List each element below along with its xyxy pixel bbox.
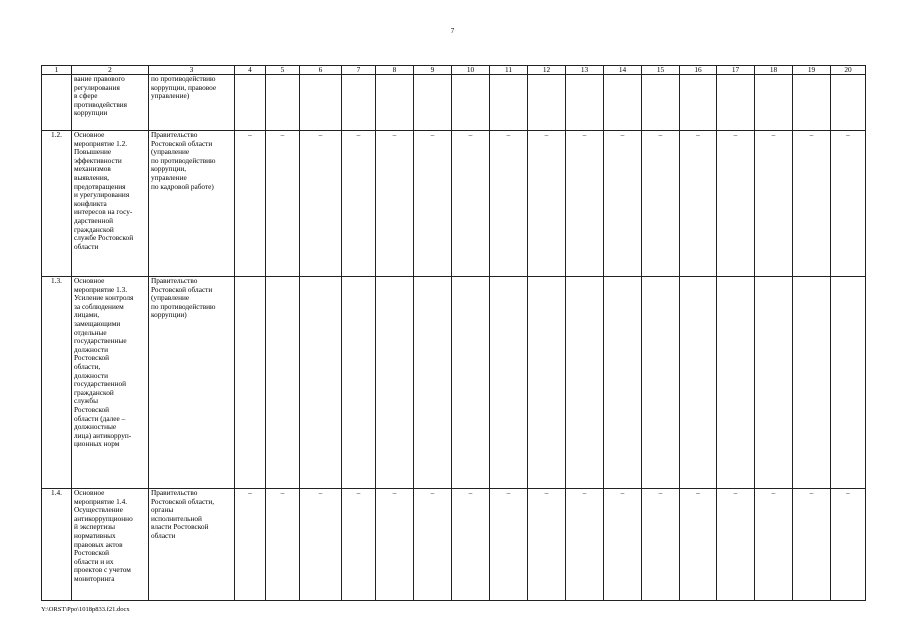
value-cell: – <box>490 131 528 277</box>
value-cell <box>680 277 717 489</box>
value-cell: – <box>528 131 566 277</box>
file-path-footer: Y:\ORST\Ppo\1018p833.f21.docx <box>41 606 130 613</box>
item-number-cell: 1.2. <box>42 131 72 277</box>
page-number: 7 <box>450 27 455 35</box>
value-cell: – <box>452 489 490 601</box>
value-cell: – <box>680 131 717 277</box>
value-cell: – <box>342 131 376 277</box>
value-cell: – <box>642 131 680 277</box>
value-cell <box>604 75 642 131</box>
column-number-cell: 15 <box>642 66 680 75</box>
value-cell <box>414 277 452 489</box>
column-number-cell: 16 <box>680 66 717 75</box>
measure-name-cell: Основное мероприятие 1.3. Усиление контроля за соблюдением лицами, замещающими отдельные государственные должности Ростовской области, должности государственной гражданской службы Ростовской области (далее – должностные лица) антикорруп- ционных норм <box>72 277 149 489</box>
value-cell: – <box>831 131 866 277</box>
value-cell: – <box>680 489 717 601</box>
executor-cell: Правительство Ростовской области (управление по противодействию коррупции, управление по кадровой работе) <box>149 131 235 277</box>
table-row <box>42 277 866 489</box>
value-cell: – <box>452 131 490 277</box>
executor-cell: Правительство Ростовской области (управление по противодействию коррупции) <box>149 277 235 489</box>
table-row <box>42 489 866 601</box>
value-cell <box>566 277 604 489</box>
column-number-cell: 13 <box>566 66 604 75</box>
value-cell: – <box>235 131 266 277</box>
column-number-cell: 10 <box>452 66 490 75</box>
value-cell <box>490 277 528 489</box>
value-cell <box>831 277 866 489</box>
executor-cell: по противодействию коррупции, правовое управление) <box>149 75 235 131</box>
value-cell: – <box>717 489 755 601</box>
value-cell: – <box>604 489 642 601</box>
item-number-cell <box>42 75 72 131</box>
measure-name-cell: Основное мероприятие 1.2. Повышение эффективности механизмов выявления, предотвращения и урегулирования конфликта интересов на госу- дарственной гражданской службе Ростовской области <box>72 131 149 277</box>
value-cell <box>717 277 755 489</box>
column-number-cell: 8 <box>376 66 414 75</box>
value-cell: – <box>266 131 300 277</box>
value-cell: – <box>604 131 642 277</box>
column-number-cell: 17 <box>717 66 755 75</box>
table-row <box>42 131 866 277</box>
value-cell <box>452 75 490 131</box>
table-row <box>42 75 866 131</box>
value-cell <box>680 75 717 131</box>
column-number-cell: 4 <box>235 66 266 75</box>
value-cell: – <box>376 131 414 277</box>
value-cell <box>793 277 831 489</box>
executor-cell: Правительство Ростовской области, органы исполнительной власти Ростовской области <box>149 489 235 601</box>
value-cell: – <box>755 131 793 277</box>
value-cell <box>376 277 414 489</box>
value-cell <box>793 75 831 131</box>
item-number-cell: 1.4. <box>42 489 72 601</box>
value-cell <box>642 75 680 131</box>
value-cell <box>490 75 528 131</box>
value-cell: – <box>717 131 755 277</box>
value-cell <box>452 277 490 489</box>
value-cell: – <box>793 489 831 601</box>
value-cell: – <box>642 489 680 601</box>
value-cell: – <box>300 131 342 277</box>
value-cell <box>266 277 300 489</box>
column-number-cell: 5 <box>266 66 300 75</box>
column-number-cell: 20 <box>831 66 866 75</box>
value-cell <box>235 277 266 489</box>
column-number-cell: 6 <box>300 66 342 75</box>
column-number-cell: 12 <box>528 66 566 75</box>
measure-name-cell: Основное мероприятие 1.4. Осуществление антикоррупционно й экспертизы нормативных правовых актов Ростовской области и их проектов с учетом мониторинга <box>72 489 149 601</box>
value-cell <box>300 277 342 489</box>
column-number-cell: 19 <box>793 66 831 75</box>
column-number-cell: 2 <box>72 66 149 75</box>
value-cell <box>266 75 300 131</box>
value-cell <box>342 277 376 489</box>
value-cell: – <box>566 131 604 277</box>
value-cell: – <box>490 489 528 601</box>
value-cell <box>414 75 452 131</box>
value-cell: – <box>235 489 266 601</box>
value-cell <box>235 75 266 131</box>
item-number-cell: 1.3. <box>42 277 72 489</box>
measures-table <box>41 65 866 601</box>
value-cell: – <box>831 489 866 601</box>
value-cell: – <box>342 489 376 601</box>
value-cell: – <box>528 489 566 601</box>
column-number-cell: 9 <box>414 66 452 75</box>
measure-name-cell: вание правового регулирования в сфере противодействия коррупции <box>72 75 149 131</box>
value-cell <box>342 75 376 131</box>
value-cell: – <box>566 489 604 601</box>
value-cell: – <box>414 131 452 277</box>
value-cell <box>755 75 793 131</box>
column-number-row <box>42 66 866 75</box>
value-cell: – <box>793 131 831 277</box>
value-cell <box>528 277 566 489</box>
value-cell: – <box>755 489 793 601</box>
value-cell: – <box>376 489 414 601</box>
column-number-cell: 3 <box>149 66 235 75</box>
value-cell <box>604 277 642 489</box>
value-cell <box>831 75 866 131</box>
column-number-cell: 11 <box>490 66 528 75</box>
value-cell: – <box>266 489 300 601</box>
column-number-cell: 1 <box>42 66 72 75</box>
value-cell <box>528 75 566 131</box>
value-cell <box>717 75 755 131</box>
column-number-cell: 14 <box>604 66 642 75</box>
value-cell: – <box>300 489 342 601</box>
value-cell <box>376 75 414 131</box>
value-cell <box>566 75 604 131</box>
value-cell: – <box>414 489 452 601</box>
column-number-cell: 18 <box>755 66 793 75</box>
value-cell <box>755 277 793 489</box>
column-number-cell: 7 <box>342 66 376 75</box>
value-cell <box>300 75 342 131</box>
value-cell <box>642 277 680 489</box>
